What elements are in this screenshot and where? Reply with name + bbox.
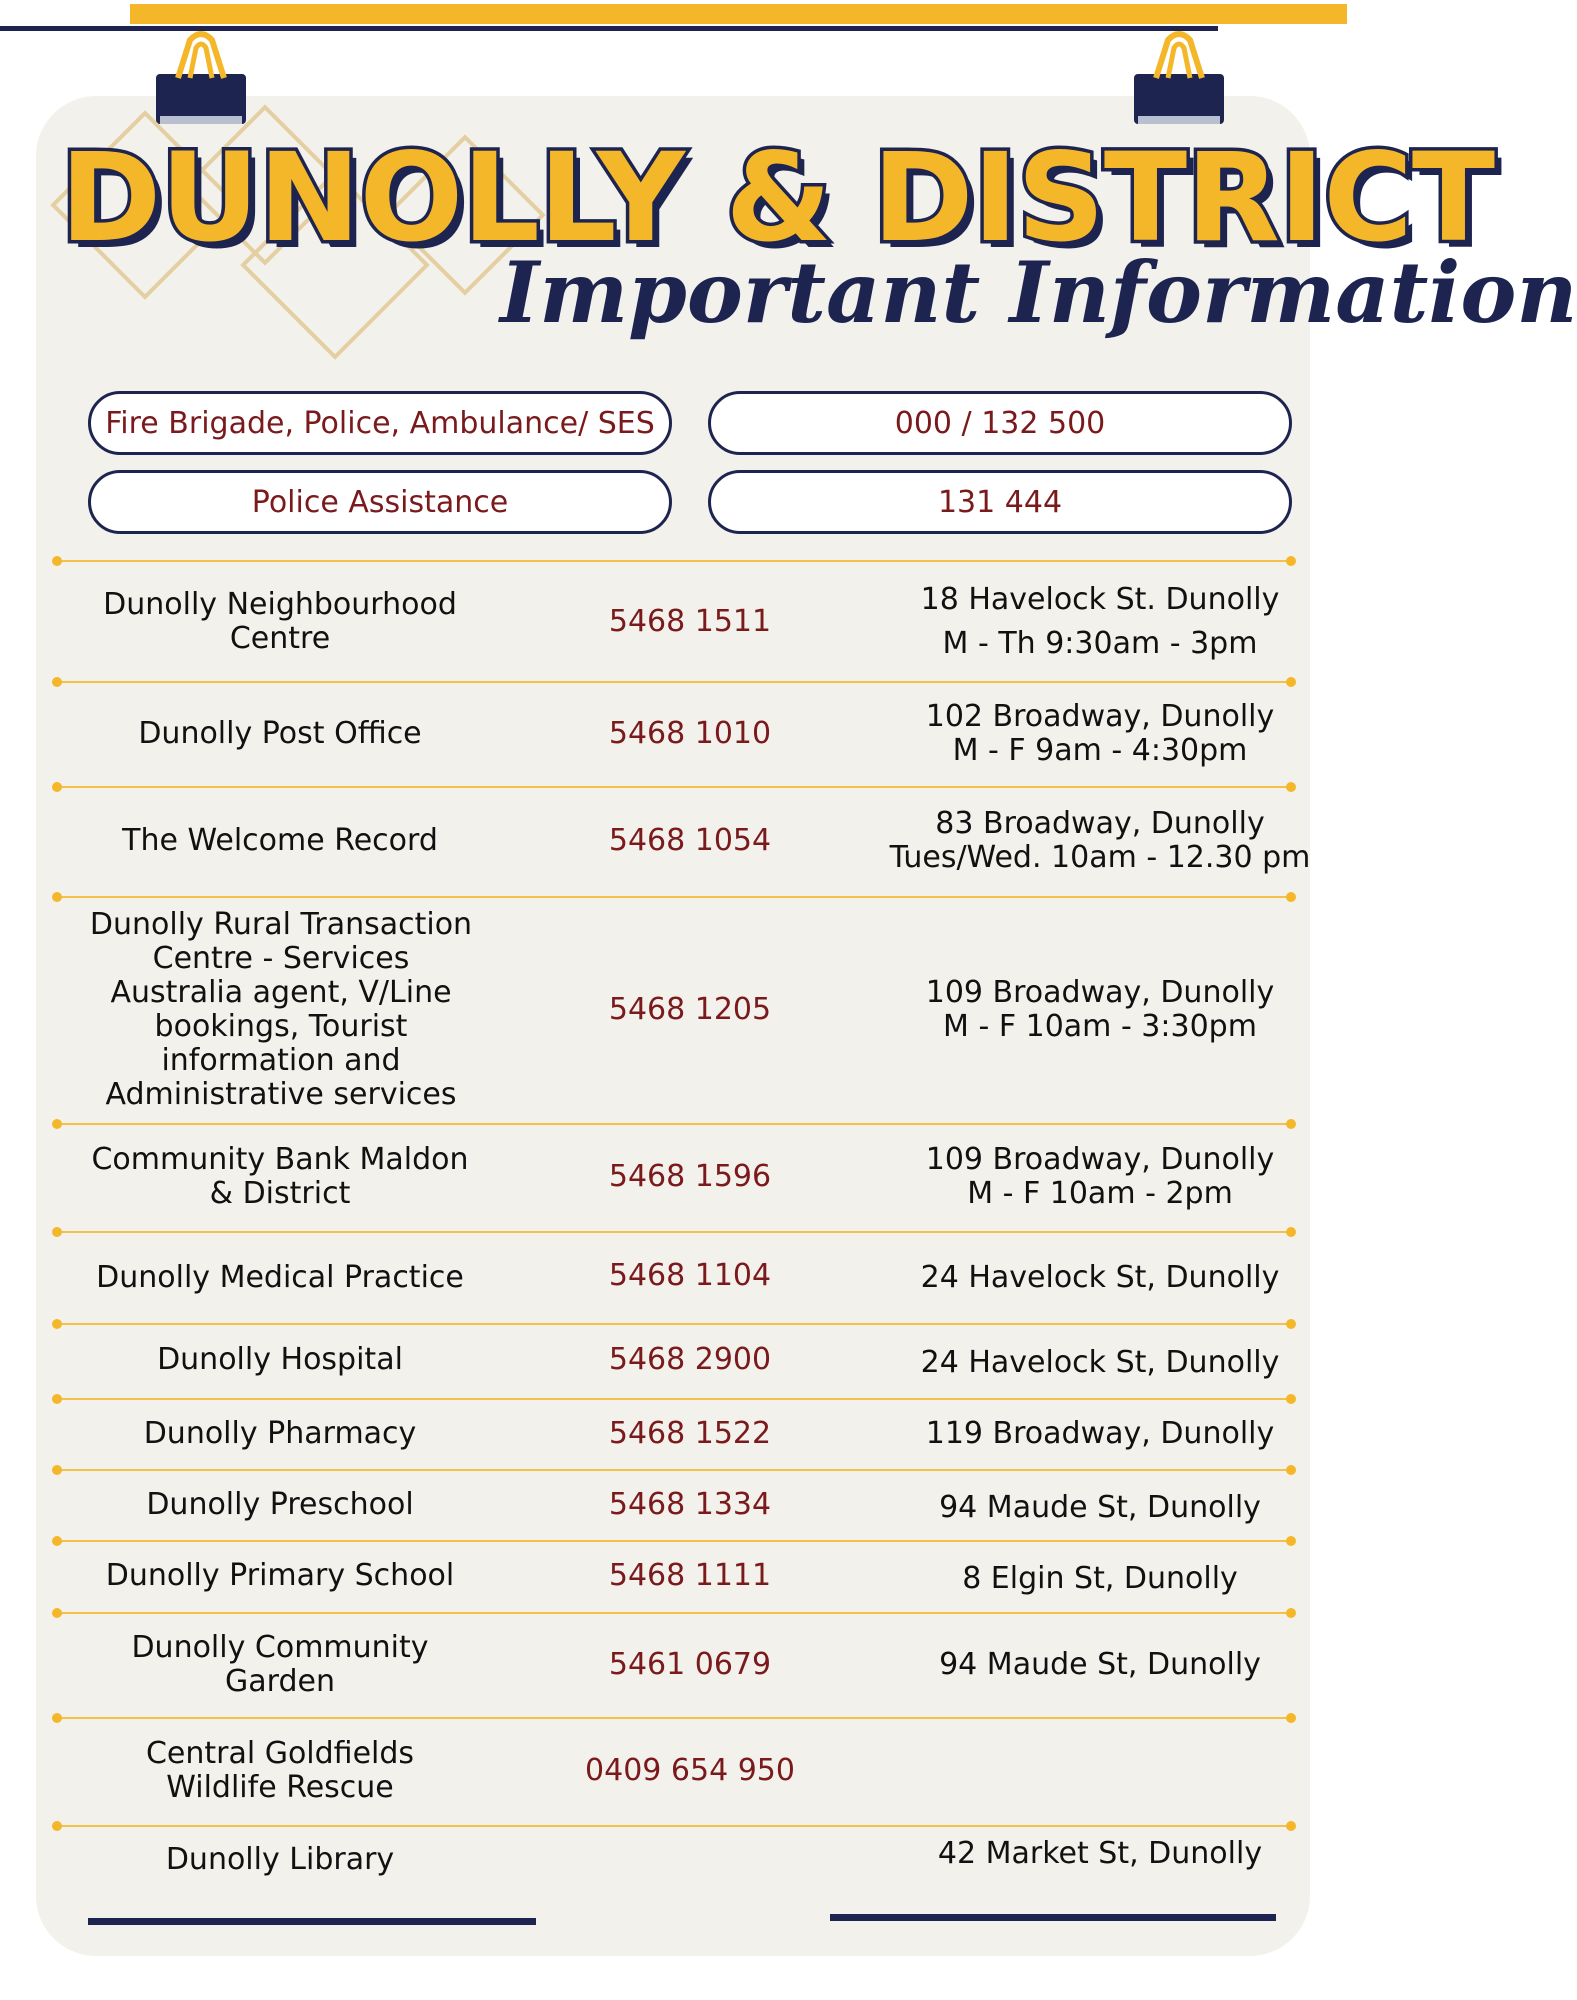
list-item-name: Dunolly Rural Transaction Centre - Services Australia agent, V/Line bookings, Tourist information and Administrative services xyxy=(89,907,473,1112)
hours-line: M - F 10am - 2pm xyxy=(967,1176,1233,1211)
police-assistance-number: 131 444 xyxy=(708,470,1292,534)
list-item-phone: 5461 0679 xyxy=(608,1647,772,1682)
list-item-phone: 5468 1054 xyxy=(608,823,772,858)
list-item-name: Dunolly Community Garden xyxy=(131,1630,429,1699)
list-item-address: 24 Havelock St, Dunolly xyxy=(920,1260,1280,1295)
row-divider xyxy=(56,1469,1292,1471)
list-item-phone: 5468 1511 xyxy=(608,604,772,639)
address-line: 102 Broadway, Dunolly xyxy=(925,699,1275,734)
list-item-address: 119 Broadway, Dunolly xyxy=(925,1416,1275,1451)
row-divider xyxy=(56,1323,1292,1325)
hours-line: Tues/Wed. 10am - 12.30 pm xyxy=(889,840,1311,875)
list-item-name: Dunolly Preschool xyxy=(146,1487,414,1522)
address-line: 109 Broadway, Dunolly xyxy=(925,975,1275,1010)
list-item-name: Dunolly Medical Practice xyxy=(96,1260,464,1295)
list-item-address xyxy=(840,791,1360,891)
list-item-phone: 5468 1104 xyxy=(608,1258,772,1293)
row-divider xyxy=(56,1717,1292,1719)
row-divider xyxy=(56,1540,1292,1542)
address-line: 109 Broadway, Dunolly xyxy=(925,1142,1275,1177)
list-item-address xyxy=(840,566,1360,678)
list-item-name: Dunolly Library xyxy=(165,1842,395,1877)
list-item-address xyxy=(840,1128,1360,1226)
list-item-phone: 5468 1596 xyxy=(608,1159,772,1194)
row-divider xyxy=(56,1398,1292,1400)
row-divider xyxy=(56,786,1292,788)
list-item-address: 94 Maude St, Dunolly xyxy=(939,1647,1261,1682)
bottom-rule-right xyxy=(830,1914,1276,1921)
bottom-rule-left xyxy=(88,1918,536,1925)
emergency-label: Fire Brigade, Police, Ambulance/ SES xyxy=(88,391,672,455)
address-line: 83 Broadway, Dunolly xyxy=(935,806,1265,841)
list-item-address: 24 Havelock St, Dunolly xyxy=(920,1345,1280,1380)
row-divider xyxy=(56,896,1292,898)
hours-line: M - Th 9:30am - 3pm xyxy=(942,626,1258,661)
hours-line: M - F 9am - 4:30pm xyxy=(952,733,1248,768)
list-item-name: Community Bank Maldon & District xyxy=(91,1142,469,1211)
row-divider xyxy=(56,560,1292,562)
address-line: 18 Havelock St. Dunolly xyxy=(920,582,1280,617)
row-divider xyxy=(56,1231,1292,1233)
row-divider xyxy=(56,1612,1292,1614)
list-item-phone: 0409 654 950 xyxy=(585,1753,795,1788)
list-item-name: Dunolly Hospital xyxy=(157,1342,403,1377)
row-divider xyxy=(56,681,1292,683)
page-subtitle: Important Information xyxy=(500,243,1577,342)
top-accent-bar-gold xyxy=(130,4,1347,24)
list-item-address: 42 Market St, Dunolly xyxy=(937,1836,1263,1871)
police-assistance-label: Police Assistance xyxy=(88,470,672,534)
list-item-name: Dunolly Post Office xyxy=(138,716,422,751)
emergency-number: 000 / 132 500 xyxy=(708,391,1292,455)
list-item-name: Dunolly Primary School xyxy=(105,1558,455,1593)
list-item-name: The Welcome Record xyxy=(122,823,438,858)
list-item-name: Central Goldfields Wildlife Rescue xyxy=(145,1736,415,1805)
list-item-phone: 5468 1010 xyxy=(608,716,772,751)
list-item-phone: 5468 2900 xyxy=(608,1342,772,1377)
list-item-phone: 5468 1522 xyxy=(608,1416,772,1451)
list-item-name: Dunolly Neighbourhood Centre xyxy=(103,587,457,656)
binder-clip-icon xyxy=(1134,30,1224,126)
hours-line: M - F 10am - 3:30pm xyxy=(943,1009,1257,1044)
page-title: DUNOLLY & DISTRICT xyxy=(60,127,1495,269)
row-divider xyxy=(56,1123,1292,1125)
list-item-address: 94 Maude St, Dunolly xyxy=(939,1490,1261,1525)
list-item-address xyxy=(840,686,1360,782)
list-item-address xyxy=(840,901,1360,1119)
list-item-phone: 5468 1111 xyxy=(608,1558,772,1593)
list-item-name: Dunolly Pharmacy xyxy=(143,1416,417,1451)
list-item-phone: 5468 1334 xyxy=(608,1487,772,1522)
list-item-phone: 5468 1205 xyxy=(608,992,772,1027)
list-item-address: 8 Elgin St, Dunolly xyxy=(962,1561,1238,1596)
